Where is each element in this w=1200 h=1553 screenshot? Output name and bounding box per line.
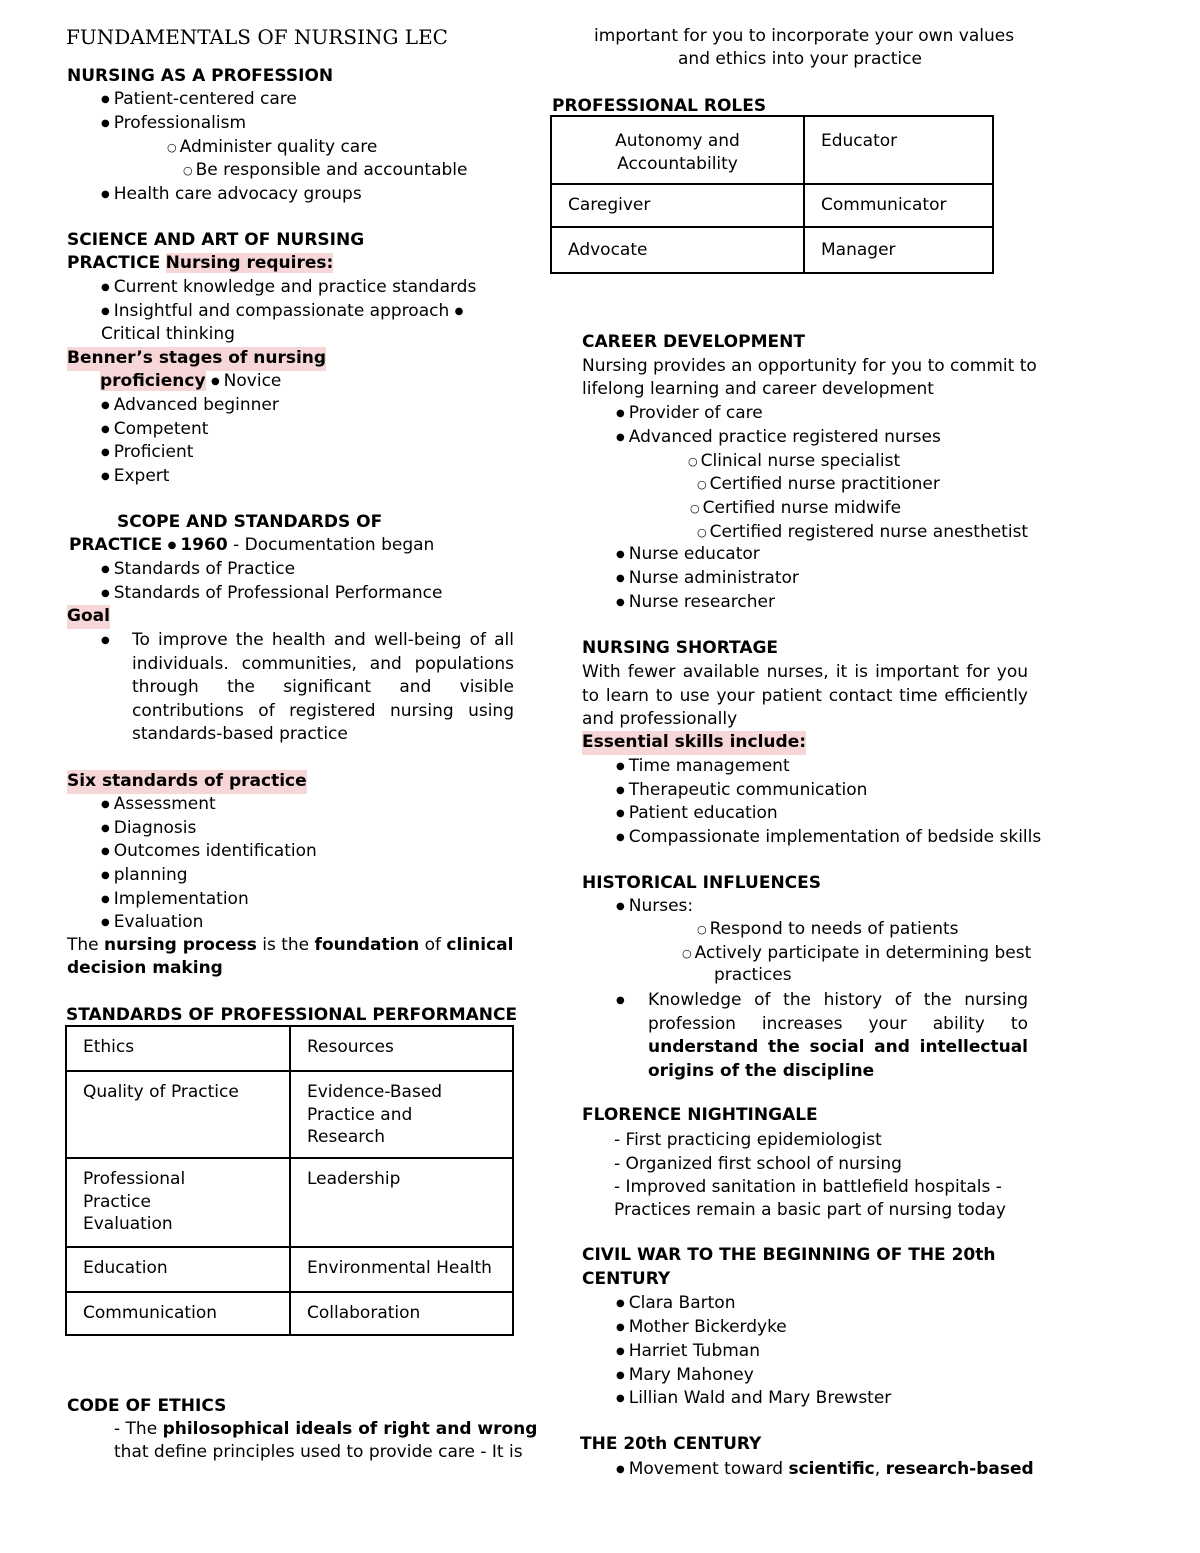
text-bold: nursing process: [104, 935, 257, 955]
scope-line2: [69, 534, 434, 558]
list-item: ● Patient-centered care: [101, 88, 297, 112]
history-knowledge-text: [648, 989, 1028, 1083]
sub-list-item-continued: practices: [714, 965, 792, 985]
highlight-label: proficiency: [100, 371, 206, 391]
bullet-icon: ●: [616, 995, 625, 1006]
list-item: Critical thinking: [101, 324, 235, 344]
year-text: ● 1960: [168, 535, 228, 555]
shortage-paragraph: With fewer available nurses, it is important for you to learn to use your patient contact time efficiently and professionally: [582, 662, 1028, 729]
text: Knowledge of the history of the nursing profession increases your ability to: [648, 990, 1028, 1034]
cell-line: Autonomy and: [615, 131, 740, 151]
table-row: [551, 227, 993, 273]
text-bold: philosophical ideals of right and wrong: [162, 1419, 538, 1439]
section-heading-profession: NURSING AS A PROFESSION: [67, 66, 334, 86]
list-item: - Organized first school of nursing: [614, 1154, 902, 1174]
list-item: ● Provider of care: [616, 402, 763, 426]
cell-line: Research: [307, 1127, 385, 1147]
table-cell: [66, 1158, 290, 1247]
list-item: ● planning: [101, 864, 188, 888]
table-row: [66, 1292, 513, 1335]
sub-list-item: ○ Clinical nurse specialist: [688, 450, 900, 474]
section-heading-shortage: NURSING SHORTAGE: [582, 638, 779, 658]
table-row: [66, 1071, 513, 1158]
bullet-icon: ●: [454, 306, 464, 317]
list-item: ● Patient education: [616, 802, 778, 826]
cell-line: Evaluation: [83, 1214, 173, 1234]
heading-text: PRACTICE: [69, 535, 163, 555]
list-item: ● Expert: [101, 465, 169, 489]
list-item: ● Nurse administrator: [616, 567, 799, 591]
text: of: [419, 935, 447, 955]
text: is the: [256, 935, 315, 955]
table-cell: Manager: [804, 227, 993, 273]
sub-list-item: ○ Certified nurse midwife: [690, 497, 901, 521]
table-row: [551, 116, 993, 184]
table-cell: Leadership: [290, 1158, 513, 1247]
list-item: - Improved sanitation in battlefield hospitals -: [614, 1177, 1002, 1197]
ethics-line1: [114, 1418, 537, 1442]
page-title: FUNDAMENTALS OF NURSING LEC: [66, 25, 448, 49]
sub-list-item: ○ Administer quality care: [167, 136, 377, 160]
goal-text: To improve the health and well-being of all individuals. communities, and populations through the significant and visible contributions of registered nursing using standards-based practice: [132, 630, 514, 744]
list-item: ● Mary Mahoney: [616, 1364, 754, 1388]
list-item: ● Professionalism: [101, 112, 246, 136]
list-item: ● Mother Bickerdyke: [616, 1316, 787, 1340]
cell-line: Practice and: [307, 1104, 413, 1125]
list-item: ● Implementation: [101, 888, 249, 912]
list-item: ● Advanced beginner: [101, 394, 279, 418]
standards-performance-table: [65, 1025, 514, 1336]
cell-line: Practice: [83, 1191, 151, 1212]
list-item: ● Advanced practice registered nurses: [616, 426, 941, 450]
career-paragraph: lifelong learning and career development: [582, 379, 934, 399]
list-item: ● Nurse researcher: [616, 591, 775, 615]
section-heading-spp: STANDARDS OF PROFESSIONAL PERFORMANCE: [66, 1005, 518, 1025]
sub-list-item: ○ Certified registered nurse anesthetist: [697, 521, 1028, 545]
sub-list-item: ○ Be responsible and accountable: [183, 159, 468, 183]
list-item: ● Outcomes identification: [101, 840, 317, 864]
list-item: ● Competent: [101, 418, 208, 442]
table-cell: Communication: [66, 1292, 290, 1335]
text-bold: scientific: [788, 1459, 875, 1479]
table-row: [551, 184, 993, 227]
table-cell: Quality of Practice: [66, 1071, 290, 1158]
list-item: ● Diagnosis: [101, 817, 196, 841]
sub-list-item: ○ Actively participate in determining best: [682, 942, 1031, 966]
continued-text: important for you to incorporate your own values: [594, 26, 1015, 46]
text: ● Movement toward: [616, 1459, 788, 1479]
section-heading-20th-century: THE 20th CENTURY: [580, 1434, 762, 1454]
nursing-process-sentence-end: decision making: [67, 958, 223, 978]
section-heading-civil-war-line2: CENTURY: [582, 1269, 671, 1289]
section-heading-science-line2: [67, 252, 333, 276]
cell-line: Professional: [83, 1169, 186, 1189]
list-item: ● Harriet Tubman: [616, 1340, 760, 1364]
highlight-heading-six-standards: Six standards of practice: [67, 770, 307, 794]
list-item: ● Lillian Wald and Mary Brewster: [616, 1387, 891, 1411]
list-item: Practices remain a basic part of nursing today: [614, 1200, 1006, 1220]
list-item: ● Evaluation: [101, 911, 203, 935]
text: - The: [114, 1419, 163, 1439]
bullet-icon: ●: [101, 635, 110, 646]
highlight-label-skills: Essential skills include:: [582, 731, 806, 755]
section-heading-civil-war: CIVIL WAR TO THE BEGINNING OF THE 20th: [582, 1245, 996, 1265]
table-cell: [551, 116, 804, 184]
section-heading-florence: FLORENCE NIGHTINGALE: [582, 1105, 818, 1125]
list-item: [616, 1458, 1034, 1482]
text-bold: research-based: [885, 1459, 1034, 1479]
nursing-process-sentence: [67, 934, 513, 958]
table-cell: Resources: [290, 1026, 513, 1071]
list-item: ● Assessment: [101, 793, 216, 817]
table-cell: Collaboration: [290, 1292, 513, 1335]
cell-line: Accountability: [617, 153, 738, 174]
cell-line: Evidence-Based: [307, 1082, 443, 1102]
text-bold: understand the social and intellectual origins of the discipline: [648, 1037, 1028, 1081]
list-item: ● Nurse educator: [616, 543, 760, 567]
list-text: ● Insightful and compassionate approach: [101, 301, 449, 321]
section-heading-scope: SCOPE AND STANDARDS OF: [117, 512, 383, 532]
list-item: ● Nurses:: [616, 895, 693, 919]
table-cell: Environmental Health: [290, 1247, 513, 1292]
section-heading-science: SCIENCE AND ART OF NURSING: [67, 230, 365, 250]
table-cell: Education: [66, 1247, 290, 1292]
highlight-heading-benner: Benner’s stages of nursing: [67, 347, 326, 371]
section-heading-historical: HISTORICAL INFLUENCES: [582, 873, 822, 893]
table-row: [66, 1158, 513, 1247]
table-row: [66, 1026, 513, 1071]
list-text: ● Novice: [211, 371, 281, 391]
section-heading-ethics: CODE OF ETHICS: [67, 1396, 227, 1416]
text: ,: [874, 1459, 886, 1479]
list-item: ● Proficient: [101, 441, 193, 465]
list-item: ● Standards of Professional Performance: [101, 582, 442, 606]
continued-text: and ethics into your practice: [678, 49, 922, 69]
table-cell: Advocate: [551, 227, 804, 273]
text-bold: foundation: [314, 935, 420, 955]
benner-line2: [100, 370, 281, 394]
year-description: - Documentation began: [227, 535, 435, 555]
sub-list-item: ○ Certified nurse practitioner: [697, 473, 940, 497]
table-cell: Ethics: [66, 1026, 290, 1071]
text: The: [67, 935, 105, 955]
heading-text: PRACTICE: [67, 253, 161, 273]
list-item: ● Therapeutic communication: [616, 779, 867, 803]
table-cell: Educator: [804, 116, 993, 184]
table-cell: [290, 1071, 513, 1158]
list-item: - First practicing epidemiologist: [614, 1130, 882, 1150]
highlight-label: Nursing requires:: [165, 253, 334, 273]
table-row: [66, 1247, 513, 1292]
highlight-label-goal: Goal: [67, 605, 110, 629]
table-cell: Communicator: [804, 184, 993, 227]
career-paragraph: Nursing provides an opportunity for you to commit to: [582, 356, 1037, 376]
ethics-line2: that define principles used to provide care - It is: [114, 1442, 523, 1462]
list-item: ● Clara Barton: [616, 1292, 735, 1316]
professional-roles-table: [550, 115, 994, 274]
list-item: ● Time management: [616, 755, 790, 779]
list-item: ● Standards of Practice: [101, 558, 295, 582]
sub-list-item: ○ Respond to needs of patients: [697, 918, 959, 942]
section-heading-career: CAREER DEVELOPMENT: [582, 332, 805, 352]
section-heading-roles: PROFESSIONAL ROLES: [552, 96, 767, 116]
list-item: [101, 300, 463, 324]
list-item: ● Current knowledge and practice standards: [101, 276, 476, 300]
list-item: ● Health care advocacy groups: [101, 183, 362, 207]
list-item: ● Compassionate implementation of bedside skills: [616, 826, 1041, 850]
table-cell: Caregiver: [551, 184, 804, 227]
text-bold: clinical: [446, 935, 514, 955]
